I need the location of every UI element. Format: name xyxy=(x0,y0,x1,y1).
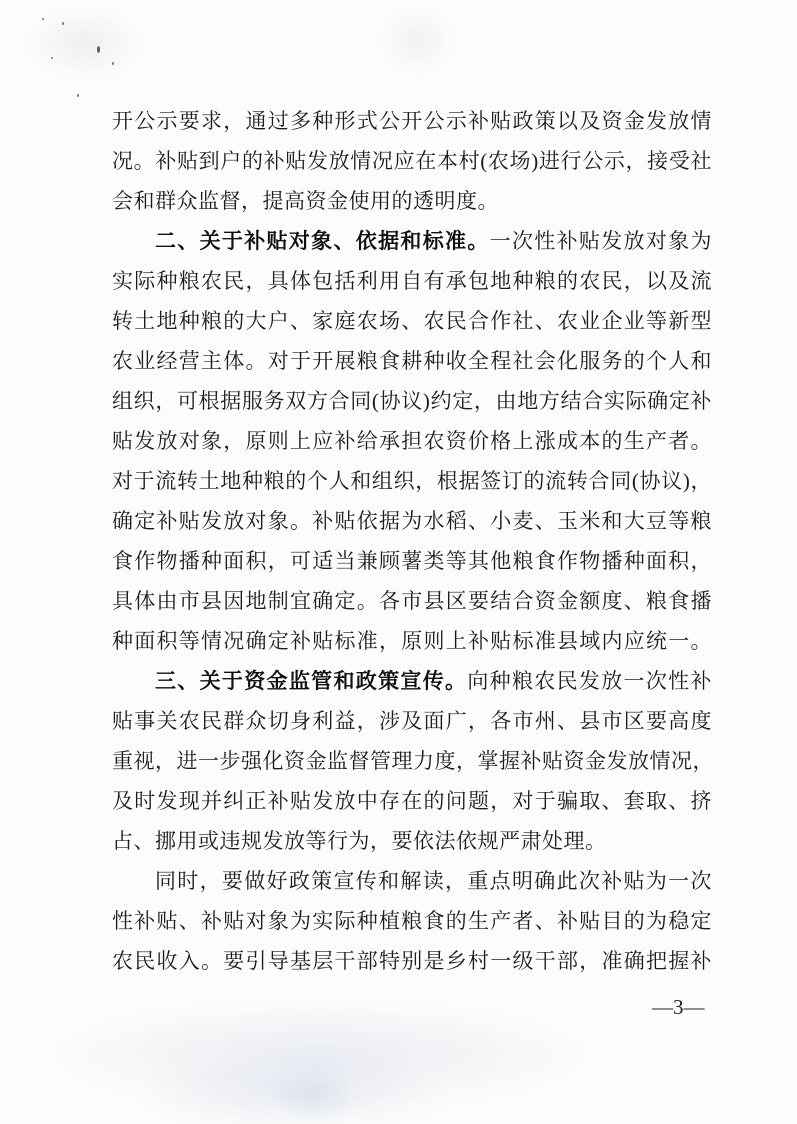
text-run: 向种粮农民发放一次性补 xyxy=(467,669,712,693)
text-run: 及时发现并纠正补贴发放中存在的问题，对于骗取、套取、挤 xyxy=(112,789,712,813)
text-line xyxy=(112,861,712,901)
text-run: 转土地种粮的大户、家庭农场、农民合作社、农业企业等新型 xyxy=(112,309,712,333)
text-line xyxy=(112,501,712,541)
text-run: 对于流转土地种粮的个人和组织，根据签订的流转合同(协议)， xyxy=(112,469,712,493)
text-run: 性补贴、补贴对象为实际种植粮食的生产者、补贴目的为稳定 xyxy=(112,909,712,933)
text-run: 况。补贴到户的补贴发放情况应在本村(农场)进行公示，接受社 xyxy=(112,149,712,173)
scan-speckle xyxy=(112,62,114,65)
scan-smudge xyxy=(275,1070,355,1120)
text-run: 同时，要做好政策宣传和解读，重点明确此次补贴为一次 xyxy=(155,869,712,893)
text-line xyxy=(112,341,712,381)
text-line xyxy=(112,581,712,621)
text-run: 会和群众监督，提高资金使用的透明度。 xyxy=(112,189,499,213)
text-line xyxy=(112,141,712,181)
text-run: 确定补贴发放对象。补贴依据为水稻、小麦、玉米和大豆等粮 xyxy=(112,509,712,533)
paragraph xyxy=(112,661,712,861)
text-line xyxy=(112,701,712,741)
scan-smudge xyxy=(380,8,455,73)
text-run: 食作物播种面积，可适当兼顾薯类等其他粮食作物播种面积， xyxy=(112,549,712,573)
text-line xyxy=(112,101,712,141)
text-run: 实际种粮农民，具体包括利用自有承包地种粮的农民，以及流 xyxy=(112,269,712,293)
text-run: 农民收入。要引导基层干部特别是乡村一级干部，准确把握补 xyxy=(112,949,712,973)
text-line xyxy=(112,301,712,341)
text-line xyxy=(112,941,712,981)
text-line xyxy=(112,181,712,221)
section-heading: 三、关于资金监管和政策宣传。 xyxy=(155,670,468,693)
scan-speckle xyxy=(51,57,53,59)
document-body xyxy=(112,101,712,981)
scan-speckle xyxy=(97,46,100,53)
text-run: 占、挪用或违规发放等行为，要依法依规严肃处理。 xyxy=(112,829,607,853)
text-line xyxy=(112,621,712,661)
scan-speckle xyxy=(62,22,64,25)
text-run: 种面积等情况确定补贴标准，原则上补贴标准县域内应统一。 xyxy=(112,629,712,653)
text-line xyxy=(112,661,712,701)
text-line xyxy=(112,541,712,581)
text-run: 贴事关农民群众切身利益，涉及面广，各市州、县市区要高度 xyxy=(112,709,712,733)
text-line xyxy=(112,741,712,781)
paragraph xyxy=(112,221,712,661)
text-run: 农业经营主体。对于开展粮食耕种收全程社会化服务的个人和 xyxy=(112,349,712,373)
text-line xyxy=(112,221,712,261)
text-line xyxy=(112,261,712,301)
page-number: —3— xyxy=(652,995,705,1019)
text-line xyxy=(112,461,712,501)
text-line xyxy=(112,821,712,861)
text-line xyxy=(112,901,712,941)
text-run: 一次性补贴发放对象为 xyxy=(489,229,712,253)
text-line xyxy=(112,381,712,421)
scan-speckle xyxy=(42,18,44,20)
scan-speckle xyxy=(77,94,79,97)
text-run: 重视，进一步强化资金监督管理力度，掌握补贴资金发放情况， xyxy=(112,749,714,773)
text-line xyxy=(112,421,712,461)
text-line xyxy=(112,781,712,821)
text-run: 贴发放对象，原则上应补给承担农资价格上涨成本的生产者。 xyxy=(112,429,712,453)
section-heading: 二、关于补贴对象、依据和标准。 xyxy=(155,230,490,253)
text-run: 开公示要求，通过多种形式公开公示补贴政策以及资金发放情 xyxy=(112,109,712,133)
text-run: 组织，可根据服务双方合同(协议)约定，由地方结合实际确定补 xyxy=(112,389,712,413)
text-run: 具体由市县因地制宜确定。各市县区要结合资金额度、粮食播 xyxy=(112,589,712,613)
paragraph xyxy=(112,861,712,981)
paragraph xyxy=(112,101,712,221)
